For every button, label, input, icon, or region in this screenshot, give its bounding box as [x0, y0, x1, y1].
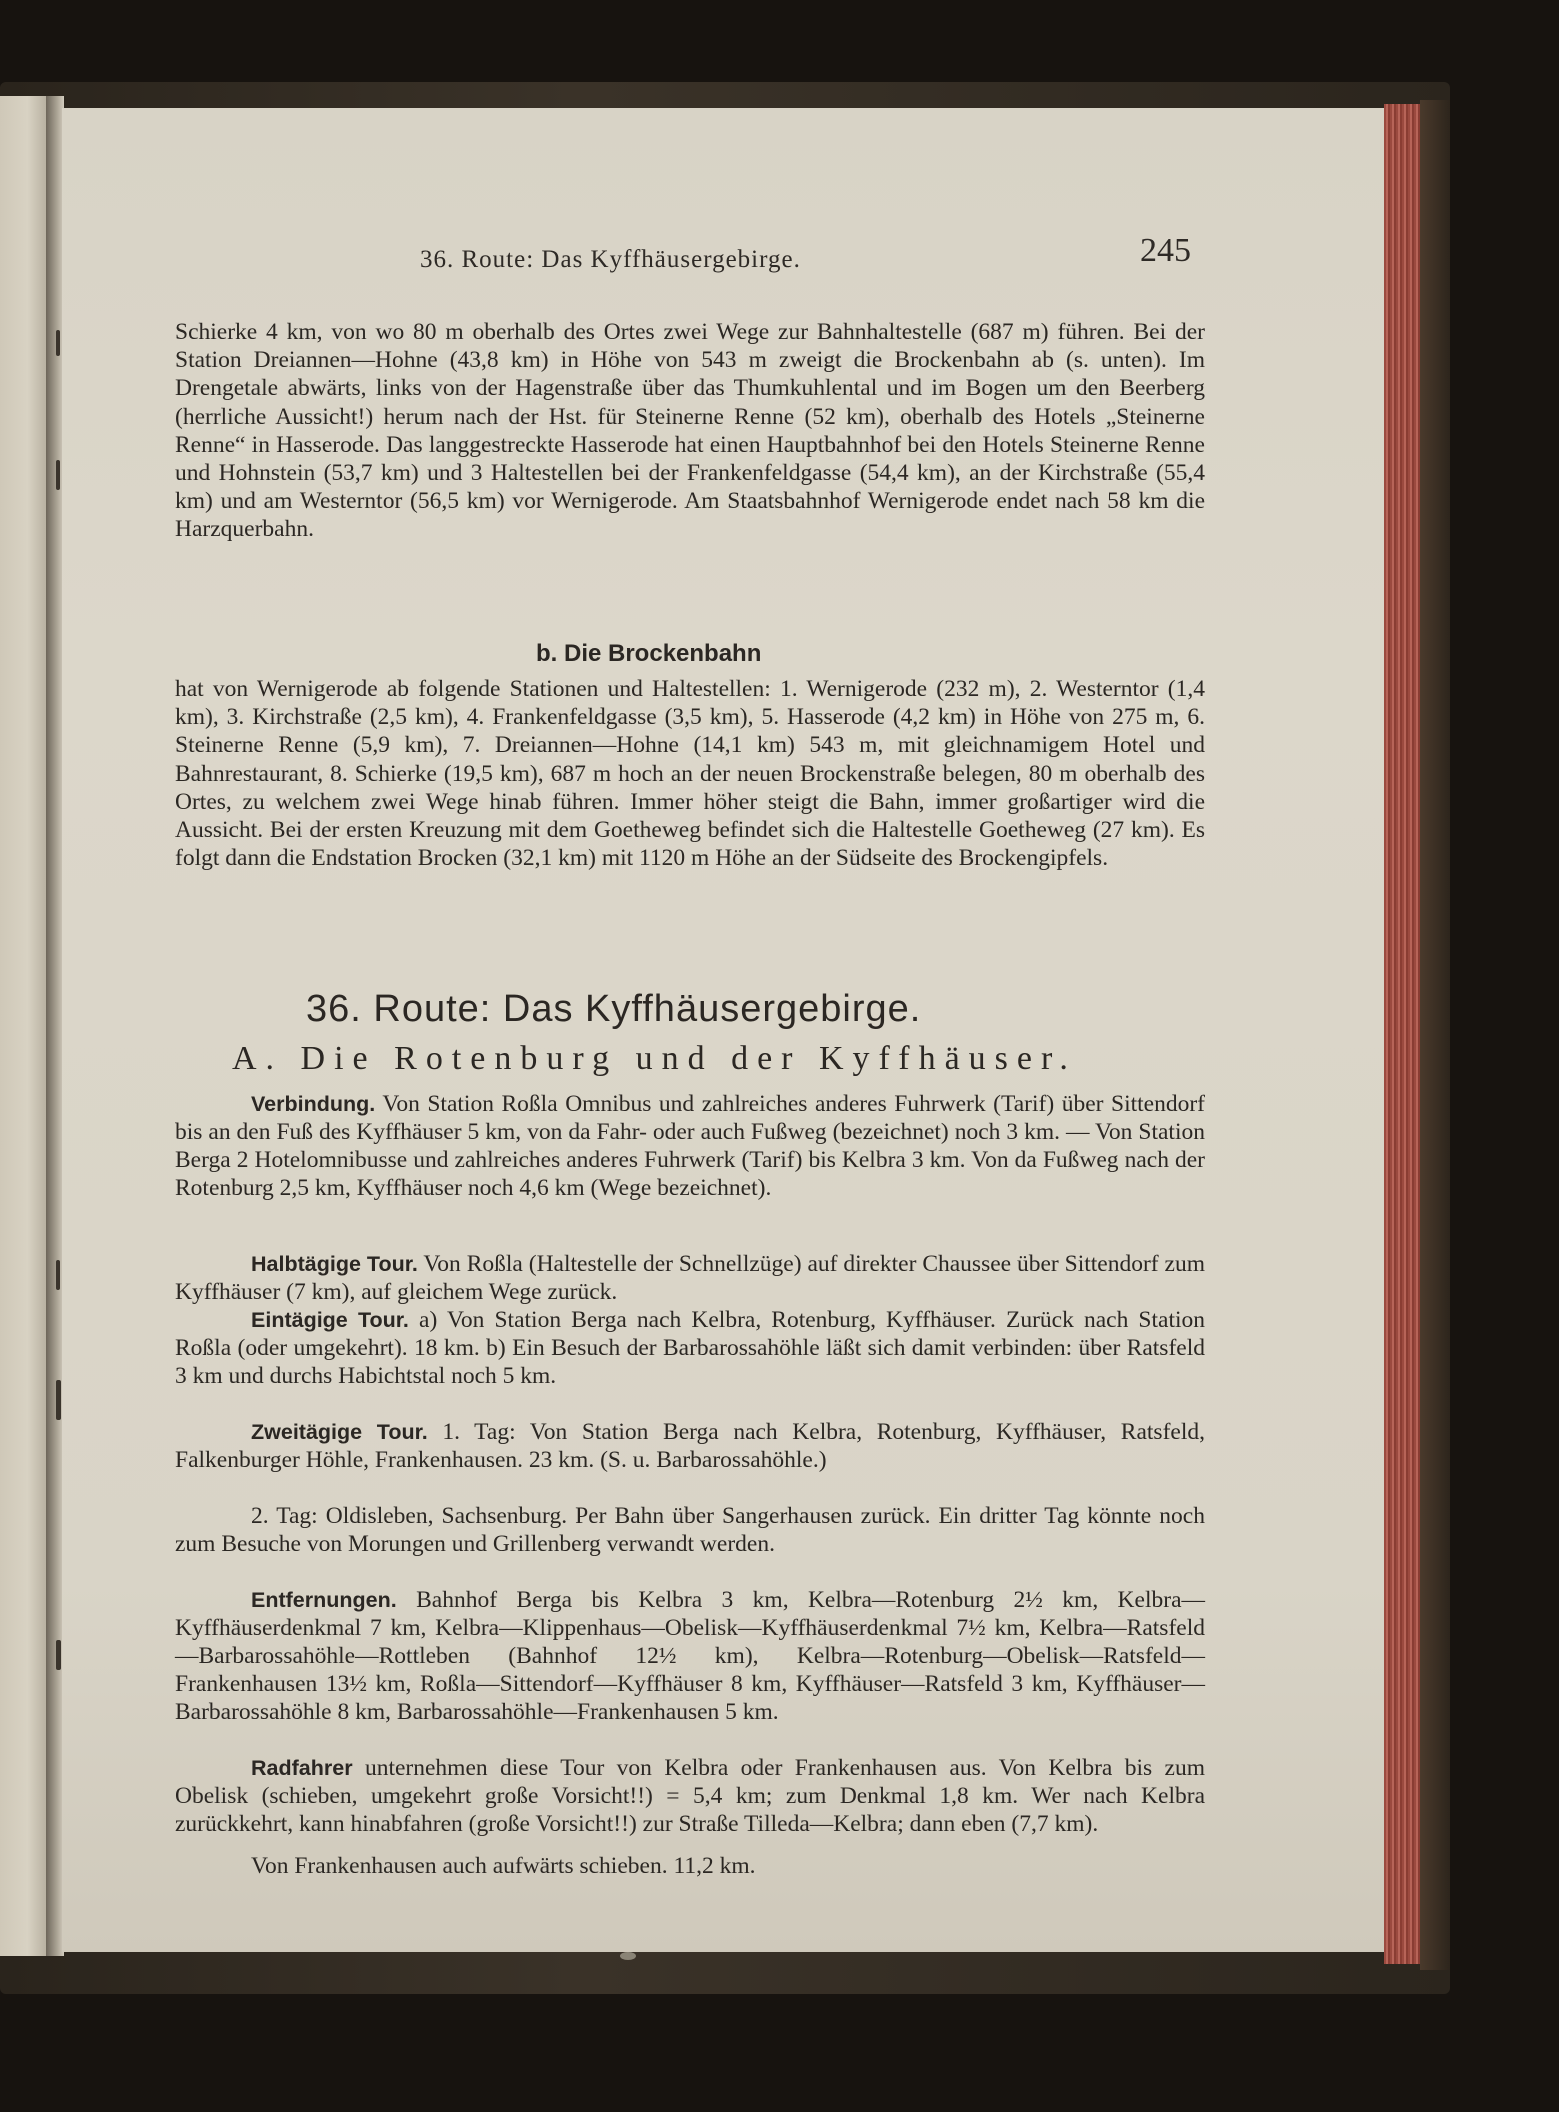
entry-zweitaegige-tour: [175, 1418, 1205, 1474]
page-smudge: [620, 1952, 636, 1960]
entry-label-radfahrer: Radfahrer: [251, 1756, 353, 1780]
entry-verbindung: [175, 1090, 1205, 1202]
entry-eintaegige-tour: [175, 1306, 1205, 1390]
margin-mark: [56, 330, 60, 356]
entry-label-eintaegige: Eintägige Tour.: [251, 1308, 409, 1332]
section-heading-brockenbahn: b. Die Brockenbahn: [536, 640, 762, 667]
page-number: 245: [1140, 232, 1191, 269]
entry-text-radfahrer: unternehmen diese Tour von Kelbra oder Frankenhausen aus. Von Kelbra bis zum Obelisk (schieben, umgekehrt große Vorsicht!!) = 5,4 km; zum Denkmal 1,8 km. Wer nach Kelbra zurückkehrt, kann hinabfahren (große Vorsicht!!) zur Straße Tilleda—Kelbra; dann eben (7,7 km).: [175, 1755, 1205, 1838]
margin-mark: [56, 1640, 61, 1670]
page-edges-red: [1384, 104, 1420, 1964]
entry-label-verbindung: Verbindung.: [251, 1092, 376, 1116]
entry-text-zweitaegige: 1. Tag: Von Station Berga nach Kelbra, Rotenburg, Kyffhäuser, Ratsfeld, Falkenburger Höhle, Frankenhausen. 23 km. (S. u. Barbarossahöhle.): [175, 1419, 1205, 1474]
entry-text-entfernungen: Bahnhof Berga bis Kelbra 3 km, Kelbra—Rotenburg 2½ km, Kelbra—Kyffhäuserdenkmal 7 km, Kelbra—Klippenhaus—Obelisk—Kyffhäuserdenkmal 7½ km, Kelbra—Ratsfeld—Barbarossahöhle—Rottleben (Bahnhof 12½ km), Kelbra—Rotenburg—Obelisk—Ratsfeld—Frankenhausen 13½ km, Roßla—Sittendorf—Kyffhäuser 8 km, Kyffhäuser—Ratsfeld 3 km, Kyffhäuser—Barbarossahöhle 8 km, Barbarossahöhle—Frankenhausen 5 km.: [175, 1587, 1205, 1726]
entry-halbtaegige-tour: [175, 1250, 1205, 1306]
entry-label-zweitaegige: Zweitägige Tour.: [251, 1420, 428, 1444]
book-cover-edge: [1420, 100, 1450, 1970]
entry-label-entfernungen: Entfernungen.: [251, 1588, 397, 1612]
left-page-edge: [0, 96, 46, 1956]
paragraph-harzquerbahn: Schierke 4 km, von wo 80 m oberhalb des Ortes zwei Wege zur Bahnhaltestelle (687 m) führen. Bei der Station Dreiannen—Hohne (43,8 km) in Höhe von 543 m zweigt die Brockenbahn ab (s. unten). Im Drengetale abwärts, links von der Hagenstraße über das Thumkuhlental und im Bogen um den Beerberg (herrliche Aussicht!) herum nach der Hst. für Steinerne Renne (52 km), oberhalb des Hotels „Steinerne Renne“ in Hasserode. Das langgestreckte Hasserode hat einen Hauptbahnhof bei den Hotels Steinerne Renne und Hohnstein (53,7 km) und 3 Haltestellen bei der Frankenfeldgasse (54,4 km), an der Kirchstraße (55,4 km) und am Westerntor (56,5 km) vor Wernigerode. Am Staatsbahnhof Wernigerode endet nach 58 km die Harzquerbahn.: [175, 319, 1205, 543]
margin-mark: [56, 1260, 60, 1290]
margin-mark: [56, 1380, 61, 1420]
entry-text-eintaegige: a) Von Station Berga nach Kelbra, Rotenburg, Kyffhäuser. Zurück nach Station Roßla (oder umgekehrt). 18 km. b) Ein Besuch der Barbarossahöhle läßt sich damit verbinden: über Ratsfeld 3 km und durchs Habichtstal noch 5 km.: [175, 1307, 1205, 1390]
paragraph-brockenbahn: hat von Wernigerode ab folgende Stationen und Haltestellen: 1. Wernigerode (232 m), 2. Westerntor (1,4 km), 3. Kirchstraße (2,5 km), 4. Frankenfeldgasse (3,5 km), 5. Hasserode (4,2 km) in Höhe von 275 m, 6. Steinerne Renne (5,9 km), 7. Dreiannen—Hohne (14,1 km) 543 m, mit gleichnamigem Hotel und Bahnrestaurant, 8. Schierke (19,5 km), 687 m hoch an der neuen Brockenstraße belegen, 80 m oberhalb des Ortes, zu welchem zwei Wege hinab führen. Immer höher steigt die Bahn, immer großartiger wird die Aussicht. Bei der ersten Kreuzung mit dem Goetheweg befindet sich die Haltestelle Goetheweg (27 km). Es folgt dann die Endstation Brocken (32,1 km) mit 1120 m Höhe an der Südseite des Brockengipfels.: [175, 676, 1205, 872]
entry-radfahrer-last: Von Frankenhausen auch aufwärts schieben. 11,2 km.: [251, 1853, 756, 1879]
section-title-rotenburg: A. Die Rotenburg und der Kyffhäuser.: [232, 1040, 1077, 1077]
entry-zweitaegige-day2: 2. Tag: Oldisleben, Sachsenburg. Per Bahn über Sangerhausen zurück. Ein dritter Tag könnte noch zum Besuche von Morungen und Grillenberg verwandt werden.: [175, 1503, 1205, 1558]
running-head: 36. Route: Das Kyffhäusergebirge.: [420, 246, 801, 273]
entry-text-halbtaegige: Von Roßla (Haltestelle der Schnellzüge) auf direkter Chaussee über Sittendorf zum Kyffhäuser (7 km), auf gleichem Wege zurück.: [175, 1251, 1205, 1306]
margin-mark: [56, 460, 60, 490]
route-title: 36. Route: Das Kyffhäusergebirge.: [306, 988, 922, 1030]
entry-entfernungen: [175, 1586, 1205, 1726]
entry-label-halbtaegige: Halbtägige Tour.: [251, 1252, 418, 1276]
entry-text-verbindung: Von Station Roßla Omnibus und zahlreiches anderes Fuhrwerk (Tarif) über Sittendorf bis an den Fuß des Kyffhäuser 5 km, von da Fahr- oder auch Fußweg (bezeichnet) noch 3 km. — Von Station Berga 2 Hotelomnibusse und zahlreiches anderes Fuhrwerk (Tarif) bis Kelbra 3 km. Von da Fußweg nach der Rotenburg 2,5 km, Kyffhäuser noch 4,6 km (Wege bezeichnet).: [175, 1091, 1206, 1202]
entry-radfahrer: [175, 1754, 1205, 1838]
